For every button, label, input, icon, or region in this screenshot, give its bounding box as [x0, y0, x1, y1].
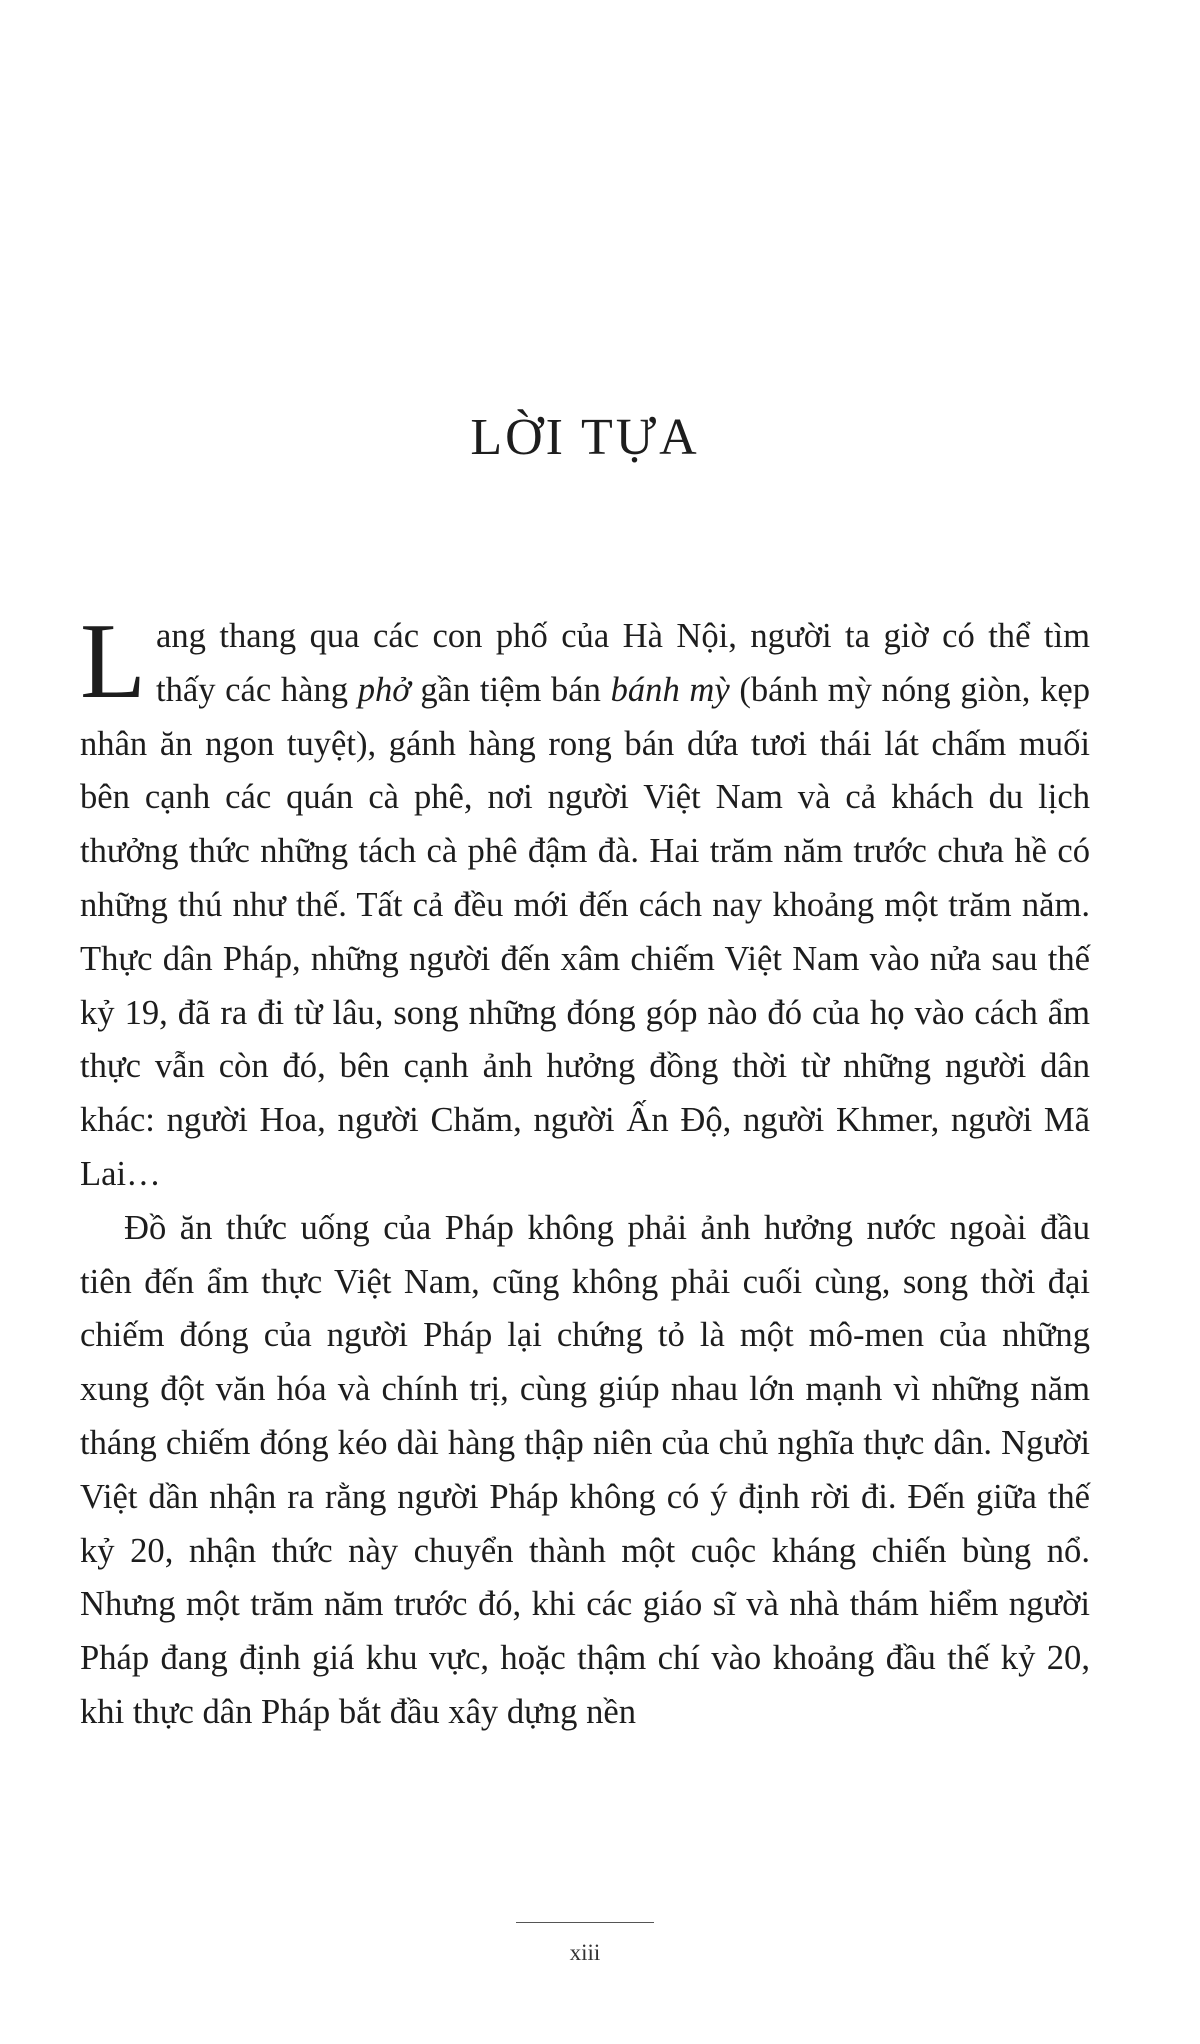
- preface-body: [80, 602, 1091, 1740]
- paragraph-1-segment-2: gần tiệm bán: [410, 670, 611, 709]
- italic-term-pho: phở: [357, 670, 411, 709]
- footer-divider: [516, 1922, 654, 1923]
- italic-term-banh-my: bánh mỳ: [610, 670, 730, 709]
- paragraph-2: Đồ ăn thức uống của Pháp không phải ảnh hưởng nước ngoài đầu tiên đến ẩm thực Việt Nam, cũng không phải cuối cùng, song thời đại chiếm đóng của người Pháp lại chứng tỏ là một mô-men của những xung đột văn hóa và chính trị, cùng giúp nhau lớn mạnh vì những năm tháng chiếm đóng kéo dài hàng thập niên của chủ nghĩa thực dân. Người Việt dần nhận ra rằng người Pháp không có ý định rời đi. Đến giữa thế kỷ 20, nhận thức này chuyển thành một cuộc kháng chiến bùng nổ. Nhưng một trăm năm trước đó, khi các giáo sĩ và nhà thám hiểm người Pháp đang định giá khu vực, hoặc thậm chí vào khoảng đầu thế kỷ 20, khi thực dân Pháp bắt đầu xây dựng nền: [80, 1208, 1090, 1731]
- paragraph-1-segment-3: (bánh mỳ nóng giòn, kẹp nhân ăn ngon tuyệt), gánh hàng rong bán dứa tươi thái lát chấm muối bên cạnh các quán cà phê, nơi người Việt Nam và cả khách du lịch thưởng thức những tách cà phê đậm đà. Hai trăm năm trước chưa hề có những thú như thế. Tất cả đều mới đến cách nay khoảng một trăm năm. Thực dân Pháp, những người đến xâm chiếm Việt Nam vào nửa sau thế kỷ 19, đã ra đi từ lâu, song những đóng góp nào đó của họ vào cách ẩm thực vẫn còn đó, bên cạnh ảnh hưởng đồng thời từ những người dân khác: người Hoa, người Chăm, người Ấn Độ, người Khmer, người Mã Lai…: [80, 670, 1091, 1193]
- paragraph-1: [80, 602, 1091, 1202]
- paragraph-1-segment-1: ang thang qua các con phố của Hà Nội, người ta giờ có thể tìm thấy các hàng: [155, 617, 1090, 709]
- page-number: xiii: [569, 1940, 601, 1965]
- chapter-title: LỜI TỰA: [470, 409, 700, 466]
- drop-cap-letter: L: [80, 602, 146, 721]
